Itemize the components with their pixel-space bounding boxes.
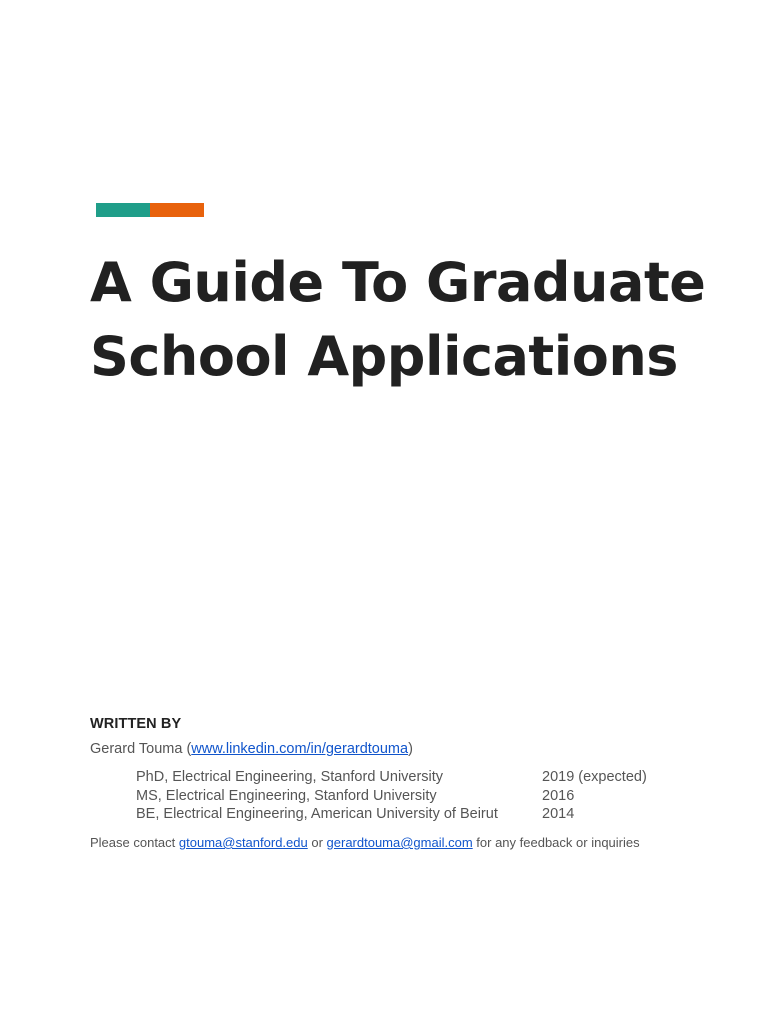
accent-bar-orange xyxy=(150,203,204,217)
degree-year: 2019 (expected) xyxy=(542,769,647,785)
degree-year: 2016 xyxy=(542,787,575,804)
contact-prefix: Please contact xyxy=(90,835,179,850)
gmail-email-link[interactable]: gerardtouma@gmail.com xyxy=(326,835,473,850)
degree-text: BE, Electrical Engineering, American University of Beirut xyxy=(136,806,498,823)
degree-year: 2014 xyxy=(542,806,575,823)
author-close-paren: ) xyxy=(408,741,413,757)
contact-suffix: for any feedback or inquiries xyxy=(472,835,640,850)
accent-bar xyxy=(96,203,204,217)
degree-text: MS, Electrical Engineering, Stanford University xyxy=(136,787,437,804)
stanford-email-link[interactable]: gtouma@stanford.edu xyxy=(178,835,308,850)
author-name: Gerard Touma xyxy=(90,741,183,757)
author-open-paren: ( xyxy=(182,741,192,757)
degree-row-be xyxy=(136,806,676,825)
title-line-1: A Guide To Graduate xyxy=(90,251,706,314)
degree-row-phd xyxy=(136,769,676,788)
accent-bar-teal xyxy=(96,203,150,217)
degree-text: PhD, Electrical Engineering, Stanford University xyxy=(136,769,444,785)
document-title xyxy=(90,246,750,394)
written-by-heading: WRITTEN BY xyxy=(90,716,182,732)
linkedin-link[interactable]: www.linkedin.com/in/gerardtouma xyxy=(191,741,409,757)
degree-list xyxy=(136,769,676,825)
contact-middle: or xyxy=(307,835,327,850)
contact-line xyxy=(90,835,640,850)
title-line-2: School Applications xyxy=(90,325,678,388)
degree-row-ms xyxy=(136,788,676,807)
author-line xyxy=(90,741,413,757)
